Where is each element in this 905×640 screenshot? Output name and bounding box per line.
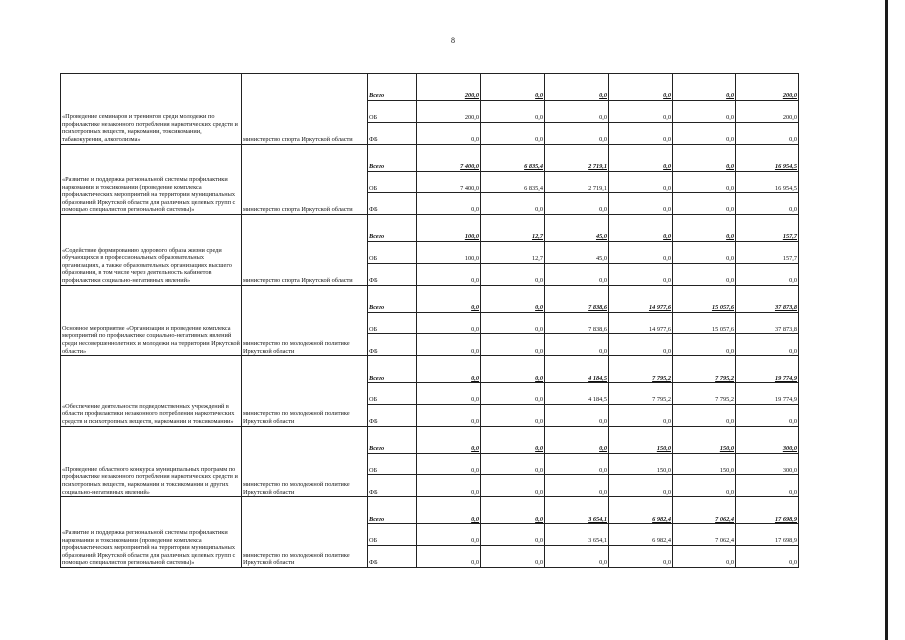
- activity-description: «Обеспечение деятельности подведомственных учреждений в области профилактики незаконного потребления наркотических средств и психотропных веществ, наркомании и токсикомании»: [61, 356, 242, 427]
- funding-source-label: Всего: [368, 426, 417, 453]
- table-row: [61, 74, 799, 101]
- amount-cell: 0,0: [481, 285, 545, 312]
- amount-cell: 0,0: [417, 263, 481, 285]
- amount-cell: 300,0: [736, 453, 799, 475]
- amount-cell: 7 400,0: [417, 171, 481, 193]
- amount-cell: 6 835,4: [481, 171, 545, 193]
- amount-cell: 0,0: [481, 545, 545, 567]
- table-row: [61, 497, 799, 524]
- amount-cell: 0,0: [736, 404, 799, 426]
- funding-source-label: Всего: [368, 215, 417, 242]
- amount-cell: 200,0: [736, 74, 799, 101]
- amount-cell: 0,0: [673, 263, 736, 285]
- amount-cell: 150,0: [673, 453, 736, 475]
- amount-cell: 6 835,4: [481, 144, 545, 171]
- table-row: [61, 215, 799, 242]
- amount-cell: 4 184,5: [545, 383, 609, 405]
- funding-source-label: Всего: [368, 74, 417, 101]
- funding-source-label: ОБ: [368, 312, 417, 334]
- amount-cell: 150,0: [673, 426, 736, 453]
- amount-cell: 0,0: [417, 524, 481, 546]
- amount-cell: 3 654,1: [545, 524, 609, 546]
- table-row: [61, 285, 799, 312]
- amount-cell: 0,0: [481, 356, 545, 383]
- amount-cell: 0,0: [481, 334, 545, 356]
- executor-cell: министерство по молодежной политике Иркутской области: [242, 356, 368, 427]
- amount-cell: 100,0: [417, 215, 481, 242]
- amount-cell: 0,0: [417, 312, 481, 334]
- funding-source-label: ФБ: [368, 475, 417, 497]
- amount-cell: 0,0: [673, 122, 736, 144]
- amount-cell: 0,0: [609, 242, 673, 264]
- amount-cell: 0,0: [481, 263, 545, 285]
- funding-source-label: ФБ: [368, 334, 417, 356]
- amount-cell: 7 795,2: [609, 356, 673, 383]
- funding-source-label: ФБ: [368, 122, 417, 144]
- amount-cell: 0,0: [417, 356, 481, 383]
- amount-cell: 45,0: [545, 215, 609, 242]
- amount-cell: 37 873,8: [736, 285, 799, 312]
- amount-cell: 0,0: [609, 100, 673, 122]
- executor-cell: министерство по молодежной политике Иркутской области: [242, 497, 368, 568]
- amount-cell: 0,0: [545, 100, 609, 122]
- funding-source-label: Всего: [368, 285, 417, 312]
- amount-cell: 0,0: [609, 193, 673, 215]
- amount-cell: 0,0: [545, 122, 609, 144]
- amount-cell: 0,0: [673, 215, 736, 242]
- amount-cell: 4 184,5: [545, 356, 609, 383]
- amount-cell: 0,0: [417, 285, 481, 312]
- amount-cell: 0,0: [417, 122, 481, 144]
- amount-cell: 0,0: [673, 475, 736, 497]
- funding-source-label: ОБ: [368, 383, 417, 405]
- amount-cell: 0,0: [609, 475, 673, 497]
- amount-cell: 0,0: [481, 100, 545, 122]
- amount-cell: 14 977,6: [609, 312, 673, 334]
- amount-cell: 200,0: [736, 100, 799, 122]
- amount-cell: 6 982,4: [609, 497, 673, 524]
- funding-source-label: Всего: [368, 497, 417, 524]
- amount-cell: 0,0: [609, 144, 673, 171]
- amount-cell: 0,0: [417, 404, 481, 426]
- amount-cell: 19 774,9: [736, 356, 799, 383]
- table-row: [61, 144, 799, 171]
- amount-cell: 0,0: [481, 426, 545, 453]
- activity-description: «Развитие и поддержка региональной системы профилактики наркомании и токсикомании (проведение комплекса профилактических мероприятий на территории муниципальных образований Иркутской области для различных целевых групп с помощью специалистов региональной системы)»: [61, 497, 242, 568]
- amount-cell: 0,0: [736, 122, 799, 144]
- amount-cell: 0,0: [545, 404, 609, 426]
- amount-cell: 7 838,6: [545, 285, 609, 312]
- amount-cell: 0,0: [417, 334, 481, 356]
- funding-source-label: ОБ: [368, 242, 417, 264]
- amount-cell: 0,0: [545, 334, 609, 356]
- amount-cell: 19 774,9: [736, 383, 799, 405]
- amount-cell: 0,0: [481, 497, 545, 524]
- amount-cell: 0,0: [417, 193, 481, 215]
- funding-source-label: ФБ: [368, 193, 417, 215]
- amount-cell: 0,0: [481, 312, 545, 334]
- amount-cell: 200,0: [417, 100, 481, 122]
- amount-cell: 0,0: [673, 144, 736, 171]
- amount-cell: 0,0: [673, 74, 736, 101]
- amount-cell: 100,0: [417, 242, 481, 264]
- amount-cell: 37 873,8: [736, 312, 799, 334]
- funding-source-label: ФБ: [368, 545, 417, 567]
- amount-cell: 0,0: [481, 475, 545, 497]
- amount-cell: 0,0: [417, 453, 481, 475]
- amount-cell: 0,0: [481, 74, 545, 101]
- funding-source-label: ОБ: [368, 171, 417, 193]
- amount-cell: 2 719,1: [545, 144, 609, 171]
- executor-cell: министерство спорта Иркутской области: [242, 215, 368, 286]
- amount-cell: 17 698,9: [736, 524, 799, 546]
- table-row: [61, 426, 799, 453]
- amount-cell: 15 057,6: [673, 285, 736, 312]
- amount-cell: 0,0: [673, 242, 736, 264]
- activity-description: «Проведение семинаров и тренингов среди молодежи по профилактике незаконного потребления наркотических средств и психотропных веществ, наркомании, токсикомании, табакокурения, алкоголизма»: [61, 74, 242, 145]
- amount-cell: 0,0: [545, 263, 609, 285]
- amount-cell: 0,0: [736, 334, 799, 356]
- amount-cell: 150,0: [609, 426, 673, 453]
- amount-cell: 12,7: [481, 242, 545, 264]
- amount-cell: 157,7: [736, 242, 799, 264]
- amount-cell: 2 719,1: [545, 171, 609, 193]
- executor-cell: министерство спорта Иркутской области: [242, 144, 368, 215]
- amount-cell: 0,0: [609, 263, 673, 285]
- amount-cell: 0,0: [673, 171, 736, 193]
- amount-cell: 0,0: [609, 74, 673, 101]
- amount-cell: 0,0: [545, 193, 609, 215]
- amount-cell: 0,0: [545, 74, 609, 101]
- amount-cell: 0,0: [673, 545, 736, 567]
- amount-cell: 0,0: [545, 453, 609, 475]
- activity-description: «Развитие и поддержка региональной системы профилактики наркомании и токсикомании (проведение комплекса профилактических мероприятий на территории муниципальных образований Иркутской области для различных целевых групп с помощью специалистов региональной системы)»: [61, 144, 242, 215]
- funding-source-label: ФБ: [368, 263, 417, 285]
- amount-cell: 150,0: [609, 453, 673, 475]
- amount-cell: 0,0: [417, 545, 481, 567]
- executor-cell: министерство по молодежной политике Иркутской области: [242, 285, 368, 356]
- amount-cell: 0,0: [736, 263, 799, 285]
- amount-cell: 200,0: [417, 74, 481, 101]
- funding-source-label: Всего: [368, 356, 417, 383]
- amount-cell: 0,0: [481, 193, 545, 215]
- funding-source-label: ОБ: [368, 524, 417, 546]
- activity-description: Основное мероприятие «Организация и проведение комплекса мероприятий по профилактике социально-негативных явлений среди несовершеннолетних и молодежи на территории Иркутской области»: [61, 285, 242, 356]
- amount-cell: 0,0: [481, 524, 545, 546]
- amount-cell: 14 977,6: [609, 285, 673, 312]
- amount-cell: 0,0: [609, 334, 673, 356]
- amount-cell: 0,0: [417, 383, 481, 405]
- amount-cell: 7 795,2: [673, 356, 736, 383]
- amount-cell: 3 654,1: [545, 497, 609, 524]
- amount-cell: 16 954,5: [736, 144, 799, 171]
- amount-cell: 0,0: [673, 193, 736, 215]
- amount-cell: 0,0: [481, 453, 545, 475]
- amount-cell: 157,7: [736, 215, 799, 242]
- amount-cell: 0,0: [417, 426, 481, 453]
- amount-cell: 7 838,6: [545, 312, 609, 334]
- amount-cell: 0,0: [609, 171, 673, 193]
- funding-source-label: ОБ: [368, 100, 417, 122]
- amount-cell: 0,0: [609, 122, 673, 144]
- funding-source-label: ФБ: [368, 404, 417, 426]
- amount-cell: 0,0: [545, 426, 609, 453]
- executor-cell: министерство спорта Иркутской области: [242, 74, 368, 145]
- amount-cell: 7 062,4: [673, 524, 736, 546]
- amount-cell: 12,7: [481, 215, 545, 242]
- amount-cell: 0,0: [481, 122, 545, 144]
- amount-cell: 45,0: [545, 242, 609, 264]
- activity-description: «Проведение областного конкурса муниципальных программ по профилактике незаконного потребления наркотических средств и психотропных веществ, наркомании и токсикомании и других социально-негативных явлений»: [61, 426, 242, 497]
- amount-cell: 0,0: [417, 497, 481, 524]
- amount-cell: 7 795,2: [673, 383, 736, 405]
- amount-cell: 0,0: [673, 404, 736, 426]
- amount-cell: 0,0: [417, 475, 481, 497]
- funding-source-label: Всего: [368, 144, 417, 171]
- amount-cell: 6 982,4: [609, 524, 673, 546]
- amount-cell: 0,0: [609, 404, 673, 426]
- amount-cell: 7 795,2: [609, 383, 673, 405]
- amount-cell: 0,0: [673, 100, 736, 122]
- amount-cell: 300,0: [736, 426, 799, 453]
- amount-cell: 0,0: [481, 404, 545, 426]
- amount-cell: 16 954,5: [736, 171, 799, 193]
- scan-edge: [885, 0, 888, 640]
- activity-description: «Содействие формированию здорового образа жизни среди обучающихся в профессиональных образовательных организациях, а также образовательных организациях высшего образования, в том числе через деятельность кабинетов профилактики социально-негативных явлений»: [61, 215, 242, 286]
- amount-cell: 15 057,6: [673, 312, 736, 334]
- page-number: 8: [451, 36, 455, 45]
- amount-cell: 0,0: [736, 193, 799, 215]
- amount-cell: 0,0: [545, 545, 609, 567]
- table-row: [61, 356, 799, 383]
- budget-table: [60, 73, 799, 568]
- amount-cell: 0,0: [609, 545, 673, 567]
- amount-cell: 0,0: [481, 383, 545, 405]
- amount-cell: 0,0: [545, 475, 609, 497]
- amount-cell: 7 400,0: [417, 144, 481, 171]
- executor-cell: министерство по молодежной политике Иркутской области: [242, 426, 368, 497]
- amount-cell: 0,0: [673, 334, 736, 356]
- funding-source-label: ОБ: [368, 453, 417, 475]
- amount-cell: 0,0: [736, 475, 799, 497]
- amount-cell: 7 062,4: [673, 497, 736, 524]
- amount-cell: 17 698,9: [736, 497, 799, 524]
- amount-cell: 0,0: [609, 215, 673, 242]
- amount-cell: 0,0: [736, 545, 799, 567]
